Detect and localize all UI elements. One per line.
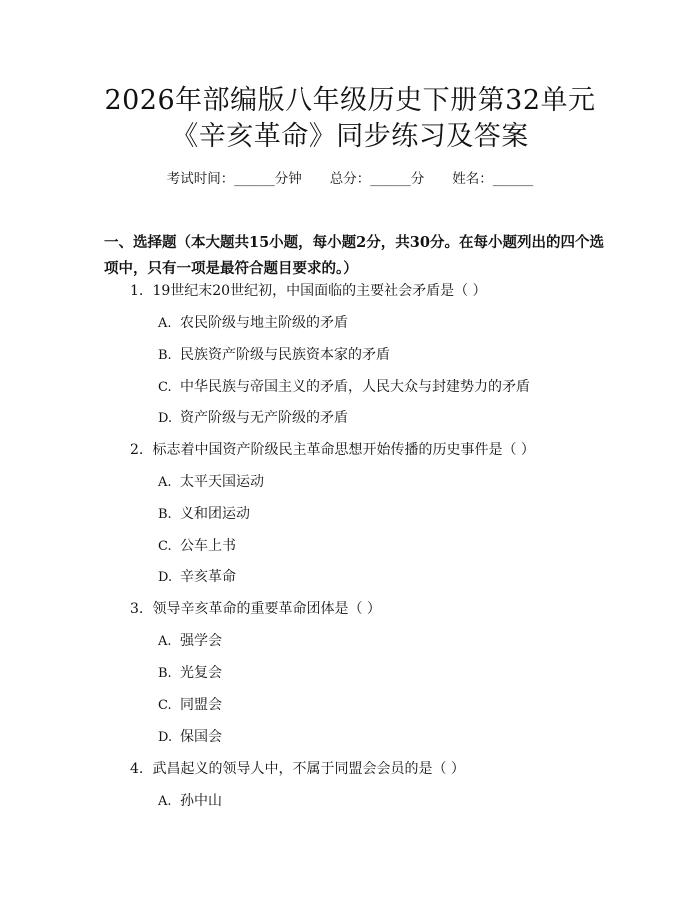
question-3-option-c bbox=[158, 696, 222, 715]
option-letter: A. bbox=[158, 794, 172, 809]
question-2-option-b bbox=[158, 505, 250, 524]
question-3-option-b bbox=[158, 664, 222, 683]
option-text: 孙中山 bbox=[180, 793, 222, 809]
question-number: 4. bbox=[130, 761, 144, 777]
option-letter: C. bbox=[158, 698, 172, 713]
option-letter: C. bbox=[158, 539, 172, 554]
question-text: 19世纪末20世纪初，中国面临的主要社会矛盾是（ ） bbox=[152, 283, 487, 299]
exam-info-line bbox=[0, 170, 700, 188]
question-text: 标志着中国资产阶级民主革命思想开始传播的历史事件是（ ） bbox=[152, 442, 535, 458]
option-letter: C. bbox=[158, 380, 172, 395]
option-text: 太平天国运动 bbox=[180, 474, 264, 490]
option-letter: A. bbox=[158, 316, 172, 331]
section-heading: 一、选择题（本大题共15小题，每小题2分，共30分。在每小题列出的四个选项中，只有一项是最符合题目要求的。） bbox=[104, 234, 604, 277]
question-1-option-c bbox=[158, 378, 530, 397]
question-number: 3. bbox=[130, 601, 144, 617]
total-score-field: 总分：______分 bbox=[329, 171, 425, 187]
option-letter: D. bbox=[158, 570, 173, 585]
question-3-option-a bbox=[158, 632, 222, 651]
option-text: 中华民族与帝国主义的矛盾，人民大众与封建势力的矛盾 bbox=[180, 379, 530, 395]
question-number: 1. bbox=[130, 283, 144, 299]
option-letter: A. bbox=[158, 475, 172, 490]
option-letter: B. bbox=[158, 666, 172, 681]
question-text: 领导辛亥革命的重要革命团体是（ ） bbox=[152, 601, 381, 617]
question-number: 2. bbox=[130, 442, 144, 458]
option-letter: B. bbox=[158, 348, 172, 363]
question-1-option-d bbox=[158, 409, 348, 428]
question-1-option-a bbox=[158, 314, 348, 333]
option-text: 同盟会 bbox=[180, 697, 222, 713]
exam-time-field: 考试时间：______分钟 bbox=[166, 171, 302, 187]
option-text: 强学会 bbox=[180, 633, 222, 649]
option-text: 资产阶级与无产阶级的矛盾 bbox=[180, 410, 348, 426]
question-3 bbox=[130, 600, 381, 618]
question-1 bbox=[130, 282, 487, 300]
option-letter: B. bbox=[158, 507, 172, 522]
option-letter: A. bbox=[158, 634, 172, 649]
question-2-option-d bbox=[158, 568, 236, 587]
option-text: 辛亥革命 bbox=[180, 569, 236, 585]
option-letter: D. bbox=[158, 730, 173, 745]
question-1-option-b bbox=[158, 346, 390, 365]
option-text: 光复会 bbox=[180, 665, 222, 681]
option-letter: D. bbox=[158, 411, 173, 426]
option-text: 公车上书 bbox=[180, 538, 236, 554]
option-text: 义和团运动 bbox=[180, 506, 250, 522]
question-text: 武昌起义的领导人中，不属于同盟会会员的是（ ） bbox=[152, 761, 465, 777]
question-2-option-a bbox=[158, 473, 264, 492]
question-4-option-a bbox=[158, 792, 222, 811]
student-name-field: 姓名：______ bbox=[452, 171, 534, 187]
document-title-line-1: 2026年部编版八年级历史下册第32单元 bbox=[104, 85, 596, 116]
option-text: 农民阶级与地主阶级的矛盾 bbox=[180, 315, 348, 331]
document-title-line-2: 《辛亥革命》同步练习及答案 bbox=[171, 121, 529, 152]
option-text: 保国会 bbox=[180, 729, 222, 745]
question-3-option-d bbox=[158, 728, 222, 747]
question-4 bbox=[130, 760, 465, 778]
question-2-option-c bbox=[158, 537, 236, 556]
option-text: 民族资产阶级与民族资本家的矛盾 bbox=[180, 347, 390, 363]
question-2 bbox=[130, 441, 535, 459]
